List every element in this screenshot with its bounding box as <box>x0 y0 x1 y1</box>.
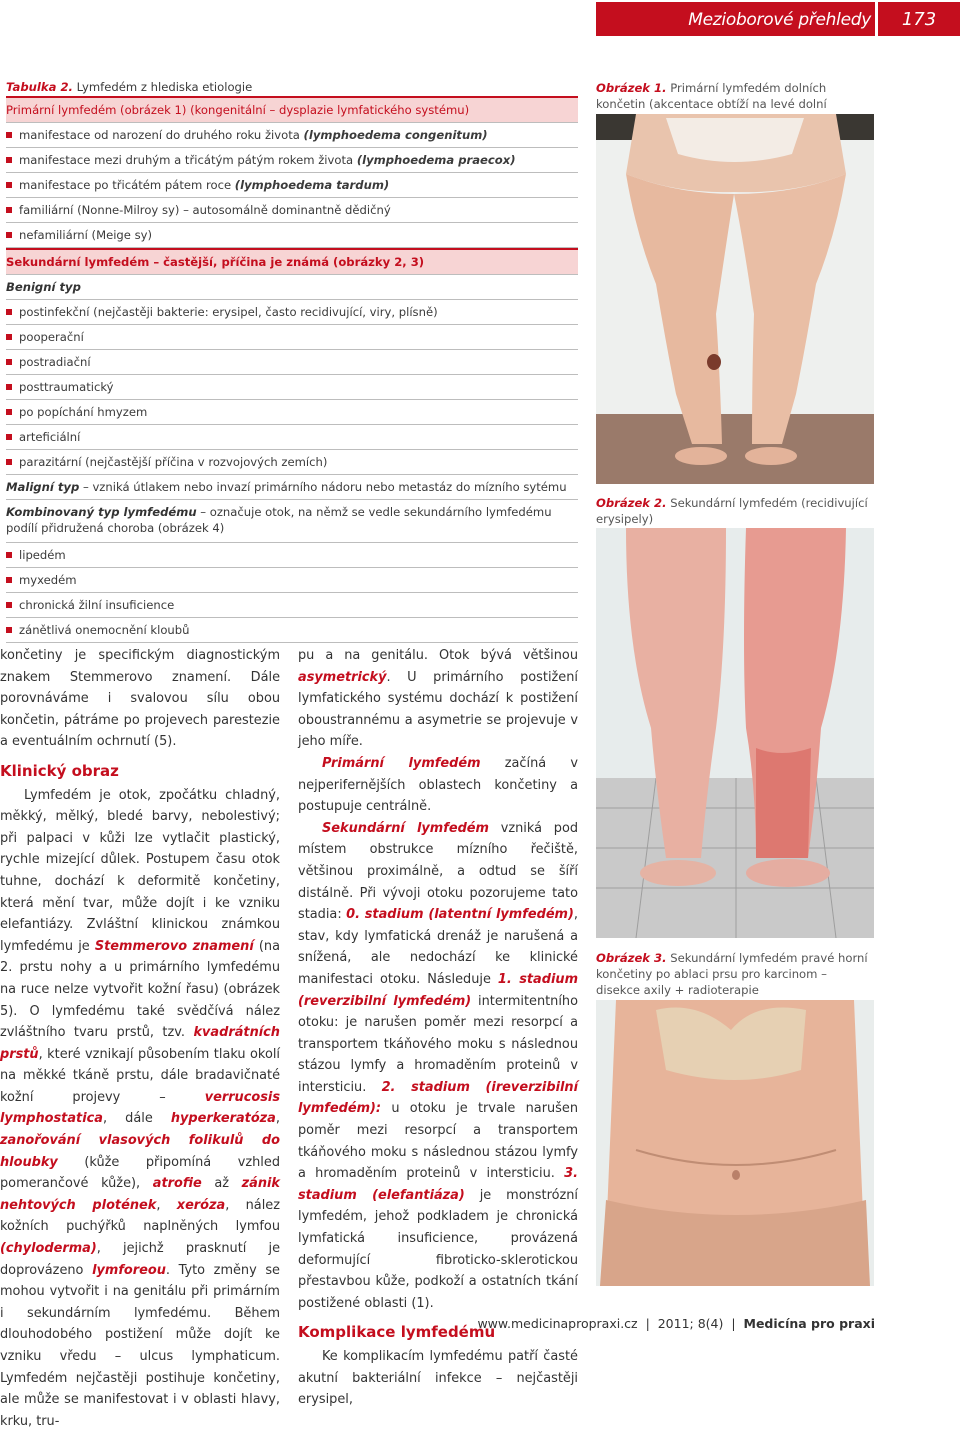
table-row: posttraumatický <box>6 375 578 400</box>
table-row: nefamiliární (Meige sy) <box>6 223 578 248</box>
figure-label: Obrázek 3. <box>596 951 667 965</box>
table-caption <box>6 78 578 96</box>
table-row: postinfekční (nejčastěji bakterie: erysipel, často recidivující, viry, plísně) <box>6 300 578 325</box>
table-row: po popíchání hmyzem <box>6 400 578 425</box>
table-row: postradiační <box>6 350 578 375</box>
table-row: lipedém <box>6 543 578 568</box>
page-number: 173 <box>901 9 937 30</box>
table-row: zánětlivá onemocnění kloubů <box>6 618 578 643</box>
table-row: parazitární (nejčastější příčina v rozvojových zemích) <box>6 450 578 475</box>
table-row: pooperační <box>6 325 578 350</box>
table-row: manifestace od narození do druhého roku života (lymphoedema congenitum) <box>6 123 578 148</box>
paragraph: Primární lymfedém začíná v nejperifernějších oblastech končetiny a postupuje centrálně. <box>298 755 578 815</box>
malignant-row: Maligní typ – vzniká útlakem nebo invazí primárního nádoru nebo metastáz do mízního sytému <box>6 475 578 500</box>
footer-url[interactable]: www.medicinapropraxi.cz <box>477 1316 638 1331</box>
footer-issue: 2011; 8(4) <box>657 1316 724 1331</box>
figure-3-photo <box>596 1000 874 1286</box>
running-header <box>596 2 960 36</box>
text-column-1 <box>0 645 280 1432</box>
page-footer: www.medicinapropraxi.cz | 2011; 8(4) | Medicína pro praxi <box>477 1316 875 1331</box>
secondary-header: Sekundární lymfedém – častější, příčina je známá (obrázky 2, 3) <box>6 248 578 275</box>
section-heading: Klinický obraz <box>0 761 119 780</box>
primary-header: Primární lymfedém (obrázek 1) (kongenitální – dysplazie lymfatického systému) <box>6 96 578 123</box>
figure-label: Obrázek 2. <box>596 496 667 510</box>
table-row: manifestace po třicátém pátem roce (lymphoedema tardum) <box>6 173 578 198</box>
table-row: myxedém <box>6 568 578 593</box>
table-row: familiární (Nonne-Milroy sy) – autosomálně dominantně dědičný <box>6 198 578 223</box>
paragraph: pu a na genitálu. Otok bývá většinou asymetrický. U primárního postižení lymfatického systému dochází k postižení oboustrannému a asymetrie se projevuje v jeho míře. <box>298 648 578 750</box>
figure-label: Obrázek 1. <box>596 81 667 95</box>
footer-journal: Medicína pro praxi <box>743 1316 875 1331</box>
figure-1-photo <box>596 114 874 484</box>
table-row: manifestace mezi druhým a třicátým pátým rokem života (lymphoedema praecox) <box>6 148 578 173</box>
paragraph: končetiny je specifickým diagnostickým znakem Stemmerovo znamení. Dále porovnáváme i svalovou sílu obou končetin, pátráme po projevech parestezie a eventuálním ochrnutí (5). <box>0 648 280 750</box>
etiology-table <box>6 78 578 643</box>
paragraph: Sekundární lymfedém vzniká pod místem obstrukce mízního řečiště, většinou proximálně, a odtud se šíří distálně. Při vývoji otoku pozorujeme tato stadia: 0. stadium (latentní lymfedém), stav, kdy lymfatická drenáž je narušená a snížená, ale nedochází ke klinické manifestaci otoku. Následuje 1. stadium (reverzibilní lymfedém) intermitentního otoku: je narušen poměr mezi resorpcí a transportem tkáňového moku s následnou stázou lymfy a hromaděním proteinů v intersticiu. 2. stadium (ireverzibilní lymfedém): u otoku je trvale narušen poměr mezi resorpcí a transportem tkáňového moku s následnou stázou lymfy a hromaděním proteinů v intersticiu. 3. stadium (elefantiáza) je monstrózní lymfedém, jehož podkladem je chronická lymfatická insuficience, provázená deformující fibroticko-sklerotickou přestavbou kůže, podkoží a ostatních tkání postižené oblasti (1). <box>298 820 579 1311</box>
section-title: Mezioborové přehledy <box>688 10 871 30</box>
figure-caption-text: Primární lymfedém dolních končetin (akcentace obtíží na levé dolní <box>596 81 827 111</box>
table-row: arteficiální <box>6 425 578 450</box>
figure-caption-text: Sekundární lymfedém pravé horní končetiny po ablaci prsu pro karcinom – disekce axily + radioterapie <box>596 951 868 997</box>
table-row: chronická žilní insuficience <box>6 593 578 618</box>
paragraph: Lymfedém je otok, zpočátku chladný, měkký, mělký, bledé barvy, nebolestivý; při palpaci v kůži lze vytlačit plastický, rychle mizející důlek. Postupem času otok tuhne, dochází k deformitě končetiny, která mění tvar, může dojít i ke vzniku elefantiázy. Zvláštní klinickou známkou lymfedému je Stemmerovo znamení (na 2. prstu nohy a u primárního lymfedému na ruce nelze vytvořit kožní řasu) (obrázek 5). O lymfedému také svědčívá nález zvláštního tvaru prstů, tzv. kvadrátních prstů, které vznikají působením tlaku okolí na měkké tkáně prstu, dále bradavičnaté kožní projevy – verrucosis lymphostatica, dále hyperkeratóza, zanořování vlasových folikulů do hloubky (kůže připomíná vzhled pomerančové kůže), atrofie až zánik nehtových plotének, xeróza, nález kožních puchýřků naplněných lymfou (chyloderma), jejichž prasknutí je doprovázeno lymforeou. Tyto změny se mohou vytvořit i na genitálu při primárním i sekundárním lymfedému. Během dlouhodobého postižení může dojít ke vzniku vředu – ulcus lymphaticum. Lymfedém nejčastěji postihuje končetiny, ale může se manifestovat i v oblasti hlavy, krku, tru- <box>0 787 281 1429</box>
table-caption-text: Lymfedém z hlediska etiologie <box>72 80 253 94</box>
text-column-2 <box>298 645 578 1411</box>
figure-3-caption <box>596 950 874 998</box>
figure-2-photo <box>596 528 874 938</box>
benign-label: Benigní typ <box>6 275 578 300</box>
table-label: Tabulka 2. <box>6 80 73 94</box>
section-heading: Komplikace lymfedému <box>298 1323 496 1342</box>
figure-2-caption <box>596 495 874 527</box>
combined-row: Kombinovaný typ lymfedému – označuje otok, na němž se vedle sekundárního lymfedému podílí přidružená choroba (obrázek 4) <box>6 500 578 543</box>
figure-caption-text: Sekundární lymfedém (recidivující erysipely) <box>596 496 868 526</box>
paragraph: Ke komplikacím lymfedému patří časté akutní bakteriální infekce – nejčastěji erysipel, <box>298 1349 578 1408</box>
